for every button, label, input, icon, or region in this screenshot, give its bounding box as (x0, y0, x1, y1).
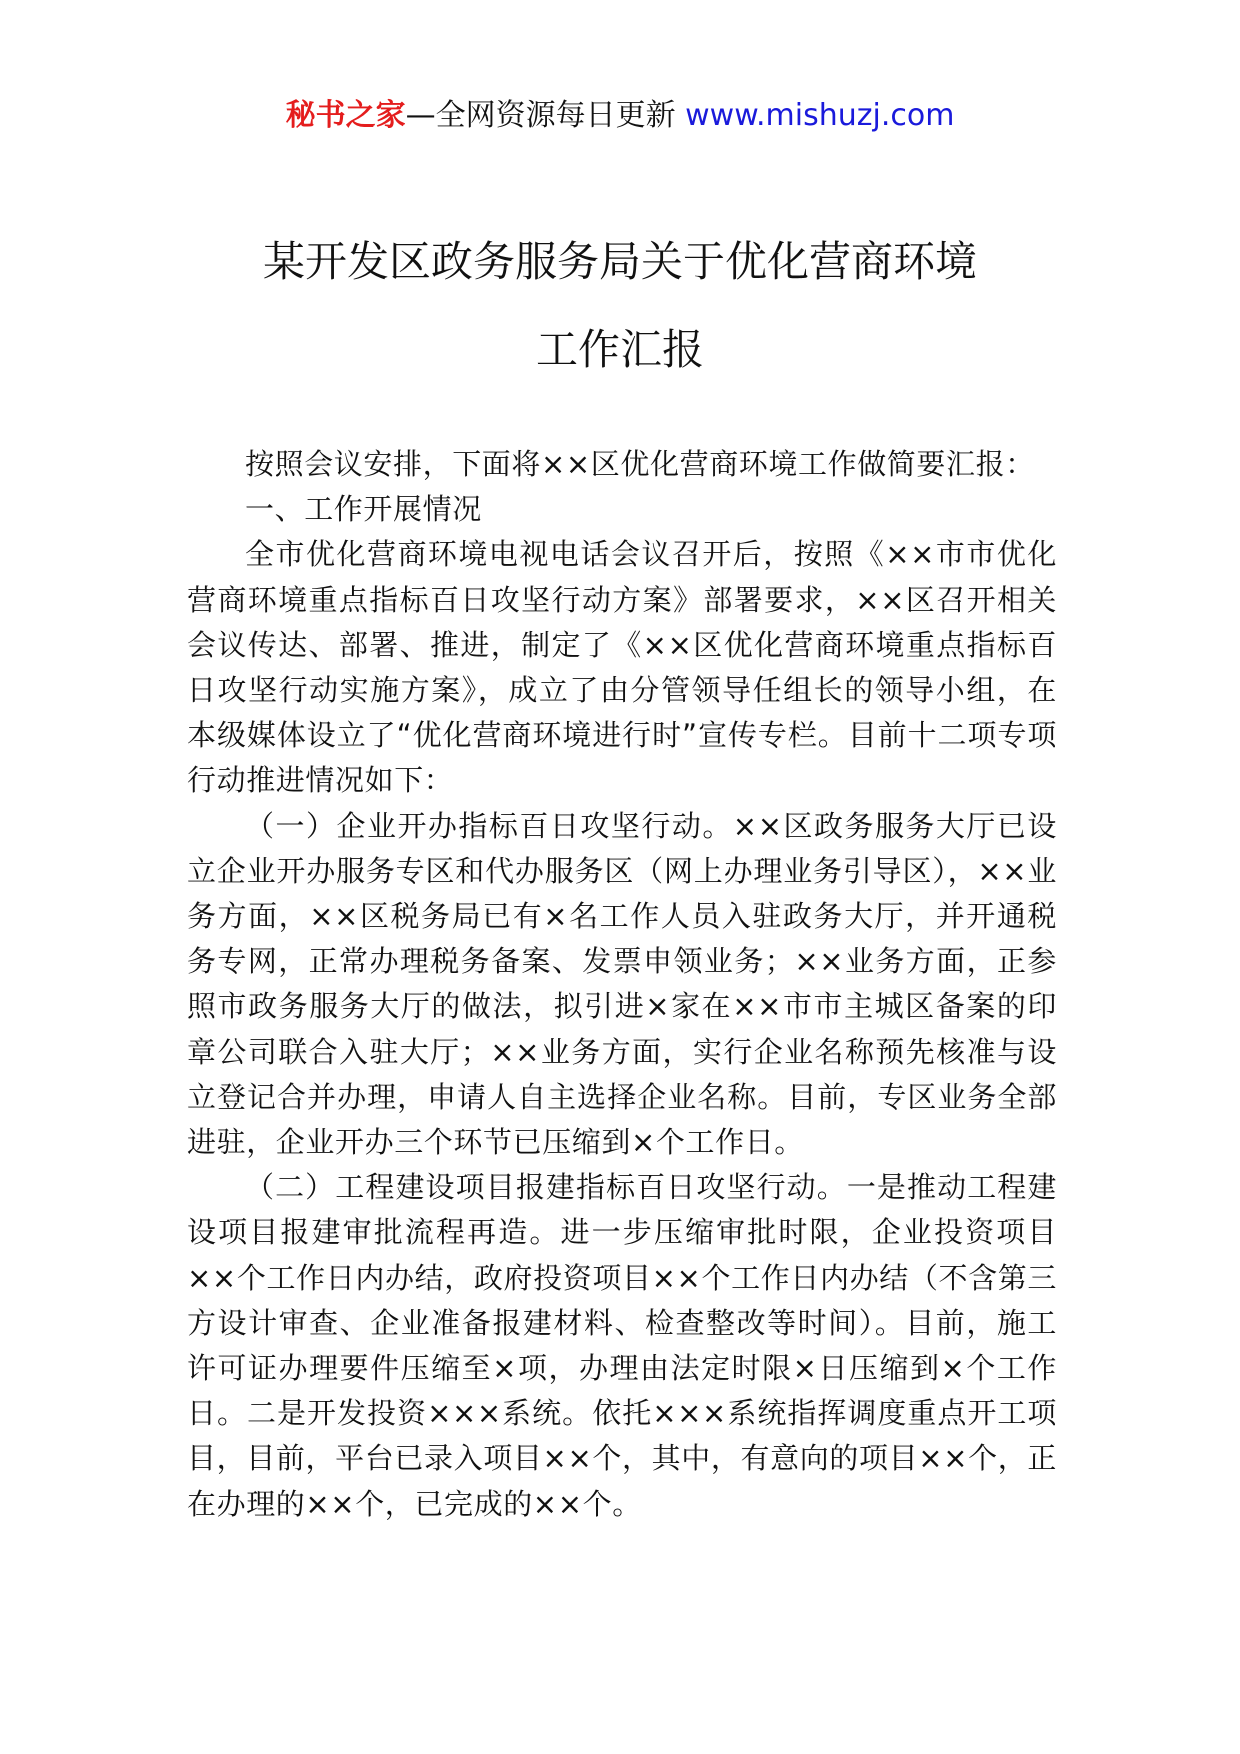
site-url: www.mishuzj.com (685, 98, 955, 133)
brand-slogan: —全网资源每日更新 (405, 98, 686, 133)
paragraph-item-1: （一）企业开办指标百日攻坚行动。××区政务服务大厅已设立企业开办服务专区和代办服务区（网上办理业务引导区），××业务方面，××区税务局已有×名工作人员入驻政务大厅，并开通税务专网，正常办理税务备案、发票申领业务；××业务方面，正参照市政务服务大厅的做法，拟引进×家在××市市主城区备案的印章公司联合入驻大厅；××业务方面，实行企业名称预先核准与设立登记合并办理，申请人自主选择企业名称。目前，专区业务全部进驻，企业开办三个环节已压缩到×个工作日。 (187, 808, 1057, 1160)
document-title-line-1: 某开发区政务服务局关于优化营商环境 (262, 237, 977, 286)
paragraph-item-2: （二）工程建设项目报建指标百日攻坚行动。一是推动工程建设项目报建审批流程再造。进一步压缩审批时限，企业投资项目××个工作日内办结，政府投资项目××个工作日内办结（不含第三方设计审查、企业准备报建材料、检查整改等时间）。目前，施工许可证办理要件压缩至×项，办理由法定时限×日压缩到×个工作日。二是开发投资×××系统。依托×××系统指挥调度重点开工项目，目前，平台已录入项目××个，其中，有意向的项目××个，正在办理的××个，已完成的××个。 (187, 1170, 1057, 1521)
paragraph-overview: 全市优化营商环境电视电话会议召开后，按照《××市市优化营商环境重点指标百日攻坚行动方案》部署要求，××区召开相关会议传达、部署、推进，制定了《××区优化营商环境重点指标百日攻坚行动实施方案》，成立了由分管领导任组长的领导小组，在本级媒体设立了“优化营商环境进行时”宣传专栏。目前十二项专项行动推进情况如下： (187, 537, 1057, 798)
document-title-line-2: 工作汇报 (535, 325, 704, 374)
brand-name: 秘书之家 (285, 98, 406, 133)
section-heading: 一、工作开展情况 (245, 492, 482, 527)
watermark-header (0, 96, 1240, 136)
document-body (187, 442, 1057, 1527)
paragraph-intro: 按照会议安排，下面将××区优化营商环境工作做简要汇报： (245, 447, 1035, 481)
